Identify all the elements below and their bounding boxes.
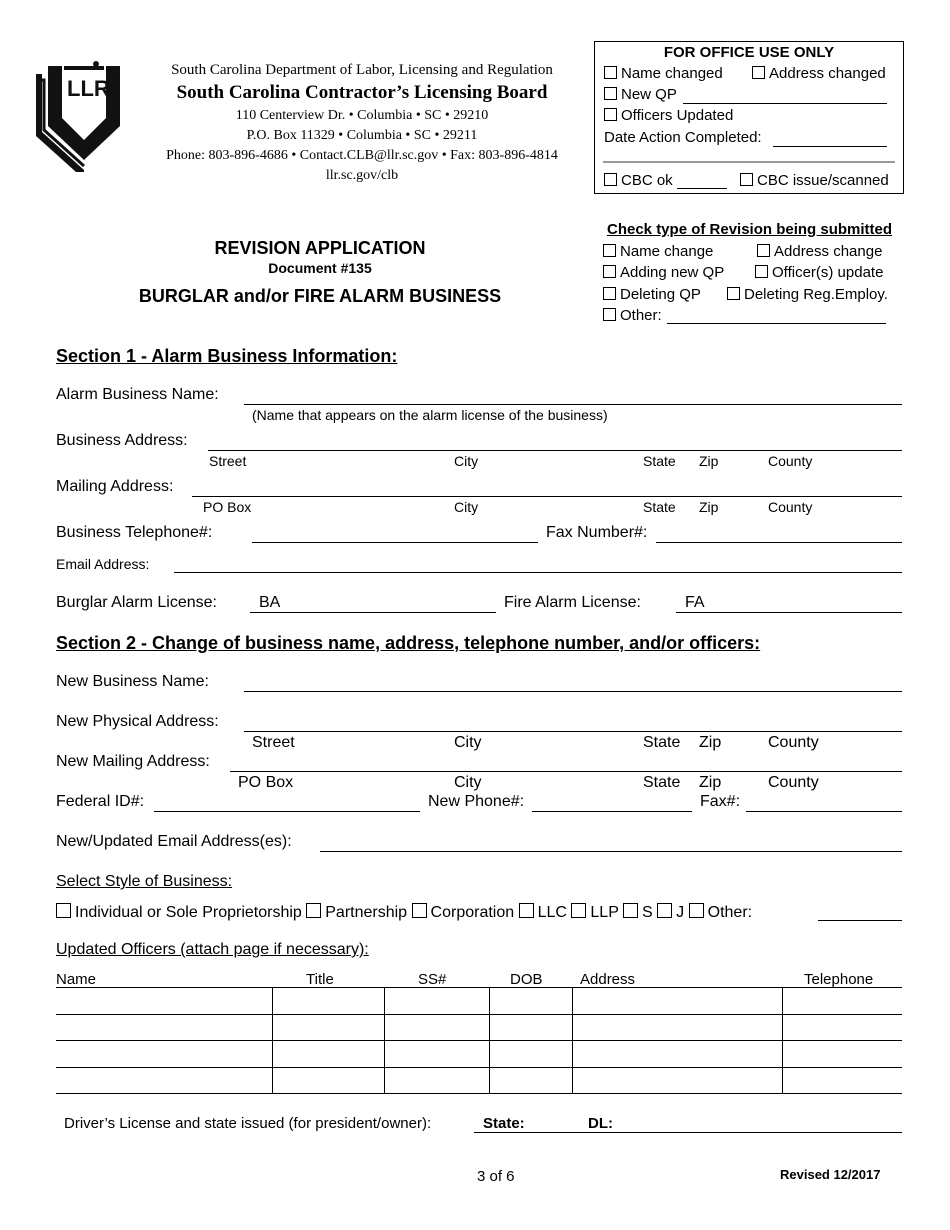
new-fax-field[interactable] bbox=[746, 811, 902, 812]
burglar-license-prefix: BA bbox=[259, 594, 281, 611]
col-title: Title bbox=[306, 971, 334, 988]
page-number: 3 of 6 bbox=[477, 1168, 515, 1185]
new-mail-city-caption: City bbox=[454, 774, 482, 791]
office-use-box bbox=[594, 41, 904, 194]
phys-zip-caption: Zip bbox=[699, 734, 722, 751]
style-llc-checkbox[interactable]: LLC bbox=[519, 904, 567, 921]
date-completed-label: Date Action Completed: bbox=[604, 129, 762, 146]
fire-license-label: Fire Alarm License: bbox=[504, 594, 641, 611]
logo-text: LLR bbox=[67, 76, 110, 101]
section2-heading: Section 2 - Change of business name, address, telephone number, and/or officers: bbox=[56, 633, 761, 653]
email-label: Email Address: bbox=[56, 556, 150, 572]
name-changed-checkbox[interactable]: Name changed bbox=[604, 65, 723, 82]
table-row bbox=[56, 1041, 902, 1068]
style-other-line[interactable] bbox=[818, 920, 902, 921]
new-mail-pobox-caption: PO Box bbox=[238, 774, 294, 791]
new-email-field[interactable] bbox=[320, 851, 902, 852]
bus-zip-caption: Zip bbox=[699, 453, 719, 469]
officers-heading: Updated Officers (attach page if necessary): bbox=[56, 941, 369, 958]
new-mailing-address-label: New Mailing Address: bbox=[56, 753, 210, 770]
table-row bbox=[56, 1067, 902, 1094]
agency-contact: Phone: 803-896-4686 • Contact.CLB@llr.sc.gov • Fax: 803-896-4814 bbox=[166, 148, 558, 163]
style-sole-prop-checkbox[interactable]: Individual or Sole Proprietorship bbox=[56, 904, 302, 921]
dl-state-label: State: bbox=[483, 1115, 525, 1132]
section1-heading: Section 1 - Alarm Business Information: bbox=[56, 346, 398, 366]
fax-field[interactable] bbox=[656, 542, 902, 543]
cbc-ok-checkbox[interactable]: CBC ok bbox=[604, 172, 673, 189]
style-s-checkbox[interactable]: S bbox=[623, 904, 653, 921]
business-name-note: (Name that appears on the alarm license of the business) bbox=[252, 407, 608, 423]
agency-website: llr.sc.gov/clb bbox=[325, 168, 399, 183]
style-corporation-checkbox[interactable]: Corporation bbox=[412, 904, 515, 921]
col-telephone: Telephone bbox=[804, 971, 874, 988]
new-email-label: New/Updated Email Address(es): bbox=[56, 833, 292, 850]
agency-dept: South Carolina Department of Labor, Licensing and Regulation bbox=[171, 62, 553, 78]
rev-adding-qp-checkbox[interactable]: Adding new QP bbox=[603, 264, 724, 281]
rev-deleting-reg-checkbox[interactable]: Deleting Reg.Employ. bbox=[727, 286, 888, 303]
dl-label: Driver’s License and state issued (for president/owner): bbox=[64, 1115, 432, 1132]
new-mailing-address-field[interactable] bbox=[230, 771, 902, 772]
new-physical-address-label: New Physical Address: bbox=[56, 713, 219, 730]
bus-state-caption: State bbox=[643, 453, 676, 469]
style-other-checkbox[interactable]: Other: bbox=[689, 904, 752, 921]
agency-address-1: 110 Centerview Dr. • Columbia • SC • 29210 bbox=[235, 108, 489, 123]
mailing-address-field[interactable] bbox=[192, 496, 902, 497]
new-mail-state-caption: State bbox=[643, 774, 681, 791]
new-business-name-field[interactable] bbox=[244, 691, 902, 692]
form-subtitle: BURGLAR and/or FIRE ALARM BUSINESS bbox=[138, 286, 502, 306]
table-row bbox=[56, 1014, 902, 1041]
agency-address-2: P.O. Box 11329 • Columbia • SC • 29211 bbox=[246, 128, 478, 143]
mail-pobox-caption: PO Box bbox=[203, 499, 252, 515]
rev-name-change-checkbox[interactable]: Name change bbox=[603, 243, 713, 260]
business-style-heading: Select Style of Business: bbox=[56, 873, 233, 890]
burglar-license-field[interactable] bbox=[250, 612, 496, 613]
fire-license-field[interactable] bbox=[676, 612, 902, 613]
style-j-checkbox[interactable]: J bbox=[657, 904, 684, 921]
mail-zip-caption: Zip bbox=[699, 499, 719, 515]
revision-type-heading: Check type of Revision being submitted bbox=[607, 221, 893, 238]
new-business-name-label: New Business Name: bbox=[56, 673, 209, 690]
email-field[interactable] bbox=[174, 572, 902, 573]
business-address-label: Business Address: bbox=[56, 432, 188, 449]
bus-street-caption: Street bbox=[209, 453, 247, 469]
dl-number-label: DL: bbox=[588, 1115, 613, 1132]
new-physical-address-field[interactable] bbox=[244, 731, 902, 732]
table-row bbox=[56, 988, 902, 1014]
address-changed-checkbox[interactable]: Address changed bbox=[752, 65, 886, 82]
rev-other-checkbox[interactable]: Other: bbox=[603, 307, 662, 324]
date-completed-line[interactable] bbox=[773, 146, 887, 147]
rev-officers-update-checkbox[interactable]: Officer(s) update bbox=[755, 264, 883, 281]
business-address-field[interactable] bbox=[208, 450, 902, 451]
new-qp-checkbox[interactable]: New QP bbox=[604, 86, 677, 103]
mailing-address-label: Mailing Address: bbox=[56, 478, 174, 495]
col-ss: SS# bbox=[418, 971, 447, 988]
telephone-label: Business Telephone#: bbox=[56, 524, 213, 541]
business-name-field[interactable] bbox=[244, 404, 902, 405]
rev-address-change-checkbox[interactable]: Address change bbox=[757, 243, 882, 260]
mail-city-caption: City bbox=[454, 499, 479, 515]
document-number: Document #135 bbox=[268, 260, 372, 276]
phys-state-caption: State bbox=[643, 734, 681, 751]
rev-deleting-qp-checkbox[interactable]: Deleting QP bbox=[603, 286, 701, 303]
officers-table bbox=[56, 988, 902, 1094]
new-fax-label: Fax#: bbox=[700, 793, 741, 810]
new-mail-county-caption: County bbox=[768, 774, 819, 791]
federal-id-field[interactable] bbox=[154, 811, 420, 812]
new-qp-line[interactable] bbox=[683, 103, 887, 104]
burglar-license-label: Burglar Alarm License: bbox=[56, 594, 217, 611]
style-llp-checkbox[interactable]: LLP bbox=[571, 904, 618, 921]
revised-date: Revised 12/2017 bbox=[780, 1167, 881, 1182]
office-use-title: FOR OFFICE USE ONLY bbox=[663, 44, 835, 61]
rev-other-line[interactable] bbox=[667, 323, 886, 324]
bus-county-caption: County bbox=[768, 453, 813, 469]
mail-state-caption: State bbox=[643, 499, 676, 515]
form-title: REVISION APPLICATION bbox=[214, 238, 426, 258]
new-phone-field[interactable] bbox=[532, 811, 692, 812]
style-partnership-checkbox[interactable]: Partnership bbox=[306, 904, 407, 921]
mail-county-caption: County bbox=[768, 499, 813, 515]
cbc-ok-line[interactable] bbox=[677, 188, 727, 189]
officers-updated-checkbox[interactable]: Officers Updated bbox=[604, 107, 733, 124]
phys-city-caption: City bbox=[454, 734, 482, 751]
phys-street-caption: Street bbox=[252, 734, 295, 751]
bus-city-caption: City bbox=[454, 453, 479, 469]
dl-field[interactable] bbox=[474, 1132, 902, 1133]
federal-id-label: Federal ID#: bbox=[56, 793, 145, 810]
new-phone-label: New Phone#: bbox=[428, 793, 525, 810]
col-dob: DOB bbox=[510, 971, 543, 988]
business-style-options bbox=[56, 903, 752, 922]
fax-label: Fax Number#: bbox=[546, 524, 648, 541]
llr-logo bbox=[34, 60, 130, 172]
board-name: South Carolina Contractor’s Licensing Board bbox=[176, 82, 548, 103]
new-mail-zip-caption: Zip bbox=[699, 774, 722, 791]
cbc-issue-checkbox[interactable]: CBC issue/scanned bbox=[740, 172, 889, 189]
phys-county-caption: County bbox=[768, 734, 819, 751]
office-divider bbox=[603, 161, 895, 163]
col-name: Name bbox=[56, 971, 97, 988]
fire-license-prefix: FA bbox=[685, 594, 705, 611]
telephone-field[interactable] bbox=[252, 542, 538, 543]
business-name-label: Alarm Business Name: bbox=[56, 386, 219, 403]
col-address: Address bbox=[580, 971, 636, 988]
